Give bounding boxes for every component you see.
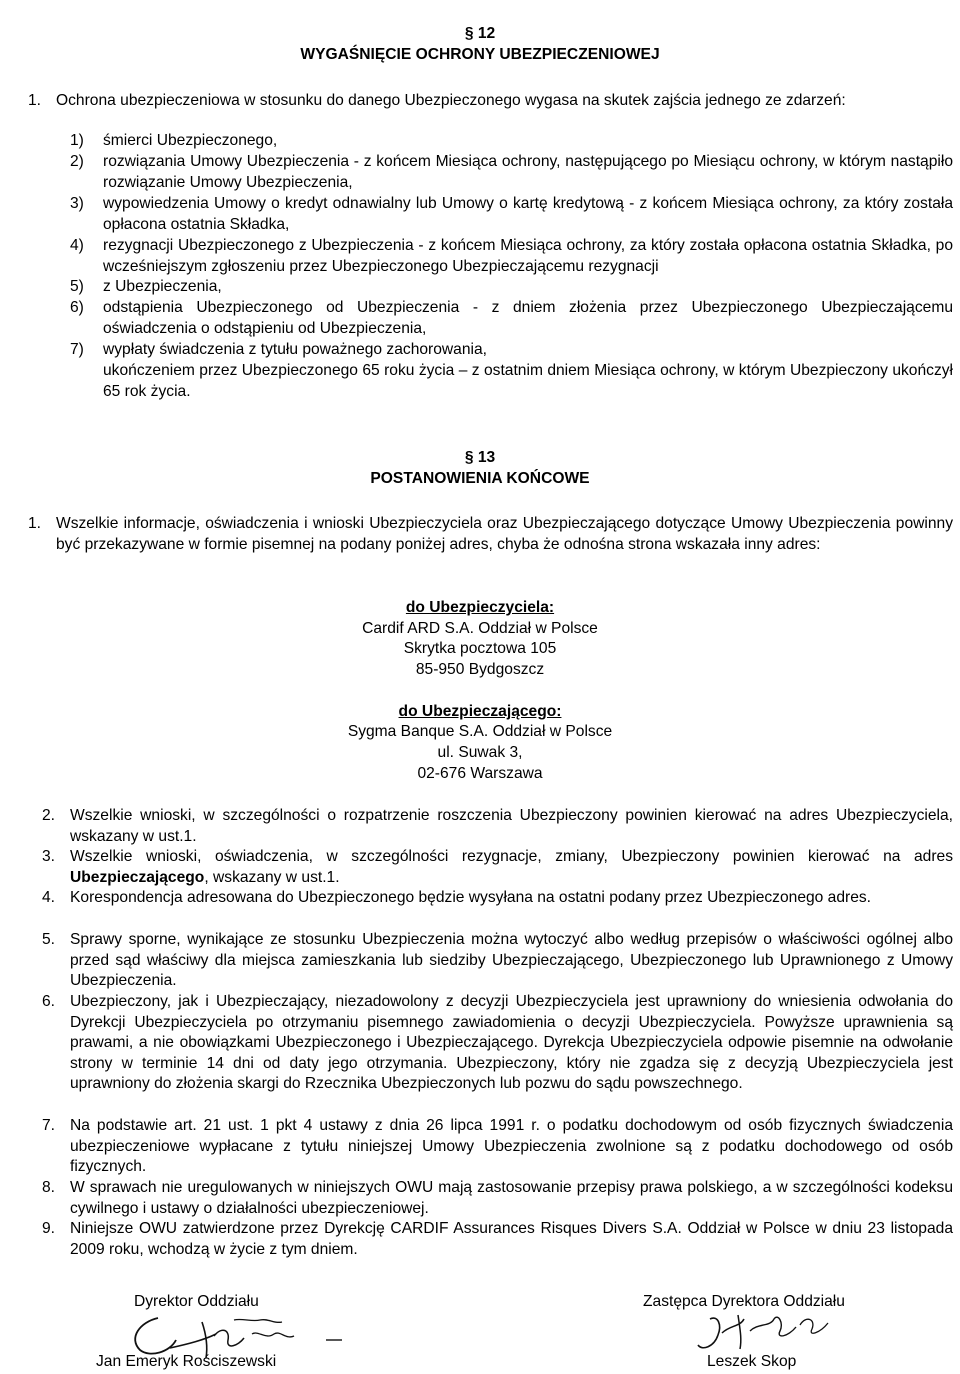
item-3-text: wypowiedzenia Umowy o kredyt odnawialny lub Umowy o kartę kredytową - z końcem Miesiąca ochrony, za który została opłacona ostatnia Składka, [103,195,953,233]
section-13-para-9-number: 9. [42,1220,56,1237]
section-13-para-7: Na podstawie art. 21 ust. 1 pkt 4 ustawy z dnia 26 lipca 1991 r. o podatku dochodowym od osób fizycznych świadczenia ubezpieczeniowe wypłacane z tytułu niniejszej Umowy Ubezpieczenia zwolnione są z podatku dochodowego od osób fizycznych. [70,1117,953,1176]
item-6-text: odstąpienia Ubezpieczonego od Ubezpieczenia - z dniem złożenia przez Ubezpieczonego Ubezpieczającemu oświadczenia o odstąpieniu od Ubezpieczenia, [103,299,953,337]
section-13-para-2: Wszelkie wnioski, w szczególności o rozpatrzenie roszczenia Ubezpieczony powinien kierować na adres Ubezpieczyciela, wskazany w ust.1. [70,807,953,845]
item-1-number: 1) [70,132,84,149]
item-6-number: 6) [70,299,84,316]
section-12-symbol: § 12 [464,25,496,42]
item-2-number: 2) [70,153,84,170]
section-13-para-1-number: 1. [28,515,42,532]
section-13-para-4: Korespondencja adresowana do Ubezpieczonego będzie wysyłana na ostatni podany przez Ubezpieczonego adres. [70,889,872,906]
policyholder-address-line-1: Sygma Banque S.A. Oddział w Polsce [347,723,613,740]
item-7-text: wypłaty świadczenia z tytułu poważnego zachorowania, [103,341,487,358]
section-13-para-5-number: 5. [42,931,56,948]
section-12-title: WYGAŚNIĘCIE OCHRONY UBEZPIECZENIOWEJ [300,46,660,63]
section-12-para-1 [56,91,953,112]
section-13-para-3-bold: Ubezpieczającego [70,868,205,886]
insurer-address-label: do Ubezpieczyciela: [405,599,555,616]
section-12-closing: ukończeniem przez Ubezpieczonego 65 roku życia – z ostatnim dniem Miesiąca ochrony, w którym Ubezpieczony ukończył 65 rok życia. [103,362,953,400]
policyholder-address-line-2: ul. Suwak 3, [437,744,523,761]
right-signatory-name: Leszek Skop [707,1353,797,1370]
item-4-number: 4) [70,237,84,254]
section-13-para-3 [70,847,953,888]
section-13-para-4-number: 4. [42,889,56,906]
section-12-para-1-number: 1. [28,92,42,109]
section-13-para-8: W sprawach nie uregulowanych w niniejszych OWU mają zastosowanie przepisy prawa polskiego, a w szczególności kodeksu cywilnego i ustawy o działalności ubezpieczeniowej. [70,1179,953,1217]
item-2-text: rozwiązania Umowy Ubezpieczenia - z końcem Miesiąca ochrony, następującego po Miesiącu ochrony, w którym nastąpiło rozwiązanie Umowy Ubezpieczenia, [103,153,953,191]
section-13-para-8-number: 8. [42,1179,56,1196]
section-13-title: POSTANOWIENIA KOŃCOWE [370,470,590,487]
item-5-number: 5) [70,278,84,295]
section-13-para-3-pre: Wszelkie wnioski, oświadczenia, w szczególności rezygnacje, zmiany, Ubezpieczony powinien kierować na adres [70,848,953,865]
section-13-para-2-number: 2. [42,807,56,824]
section-13-para-3-post: , wskazany w ust.1. [204,868,340,886]
insurer-address-line-1: Cardif ARD S.A. Oddział w Polsce [362,620,598,637]
section-13-para-7-number: 7. [42,1117,56,1134]
section-13-para-9: Niniejsze OWU zatwierdzone przez Dyrekcję CARDIF Assurances Risques Divers S.A. Oddział w Polsce w dniu 23 listopada 2009 roku, wchodzą w życie z tym dniem. [70,1220,953,1258]
section-13-para-6: Ubezpieczony, jak i Ubezpieczający, niezadowolony z decyzji Ubezpieczyciela jest uprawniony do wniesienia odwołania do Dyrekcji Ubezpieczyciela po otrzymaniu pisemnego zawiadomienia o decyzji Ubezpieczyciela. Powyższe uprawnienia są prawami, a nie obowiązkami Ubezpieczonego i Ubezpieczającego. Dyrekcja Ubezpieczyciela odpowie pisemnie na odwołanie strony w terminie 14 dni od daty jego otrzymania. Ubezpieczony, który nie zgadza się z decyzją Ubezpieczyciela jest uprawniony do złożenia skargi do Rzecznika Ubezpieczonych lub pozwu do sądu powszechnego. [70,993,953,1093]
item-5-text: z Ubezpieczenia, [103,278,222,295]
item-7-number: 7) [70,341,84,358]
left-signatory-title: Dyrektor Oddziału [134,1293,259,1310]
section-13-para-5: Sprawy sporne, wynikające ze stosunku Ubezpieczenia można wytoczyć albo według przepisów o właściwości ogólnej albo przed sąd właściwy dla miejsca zamieszkania lub siedziby Ubezpieczającego, Ubezpieczonego lub Uprawnionego z Umowy Ubezpieczenia. [70,931,953,990]
policyholder-address-label: do Ubezpieczającego: [398,703,562,720]
insurer-address-line-2: Skrytka pocztowa 105 [403,640,557,657]
right-signatory-title: Zastępca Dyrektora Oddziału [643,1293,845,1310]
section-12-para-1-text: Ochrona ubezpieczeniowa w stosunku do danego Ubezpieczonego wygasa na skutek zajścia jednego ze zdarzeń: [56,92,846,109]
section-13-para-6-number: 6. [42,993,56,1010]
section-13-para-1: Wszelkie informacje, oświadczenia i wnioski Ubezpieczyciela oraz Ubezpieczającego dotyczące Umowy Ubezpieczenia powinny być przekazywane w formie pisemnej na podany poniżej adres, chyba że odnośna strona wskazała inny adres: [56,515,953,553]
policyholder-address-line-3: 02-676 Warszawa [417,765,543,782]
item-1-text: śmierci Ubezpieczonego, [103,132,278,149]
right-handwritten-signature [688,1305,838,1355]
insurer-address-line-3: 85-950 Bydgoszcz [415,661,545,678]
left-signatory-name: Jan Emeryk Rościszewski [96,1353,277,1370]
section-13-symbol: § 13 [464,449,496,466]
section-13-para-3-number: 3. [42,848,56,865]
left-handwritten-signature [118,1300,348,1360]
item-3-number: 3) [70,195,84,212]
item-4-text: rezygnacji Ubezpieczonego z Ubezpieczenia - z końcem Miesiąca ochrony, za który została opłacona ostatnia Składka, po wcześniejszym zgłoszeniu przez Ubezpieczonego Ubezpieczającemu rezygnacji [103,237,953,275]
